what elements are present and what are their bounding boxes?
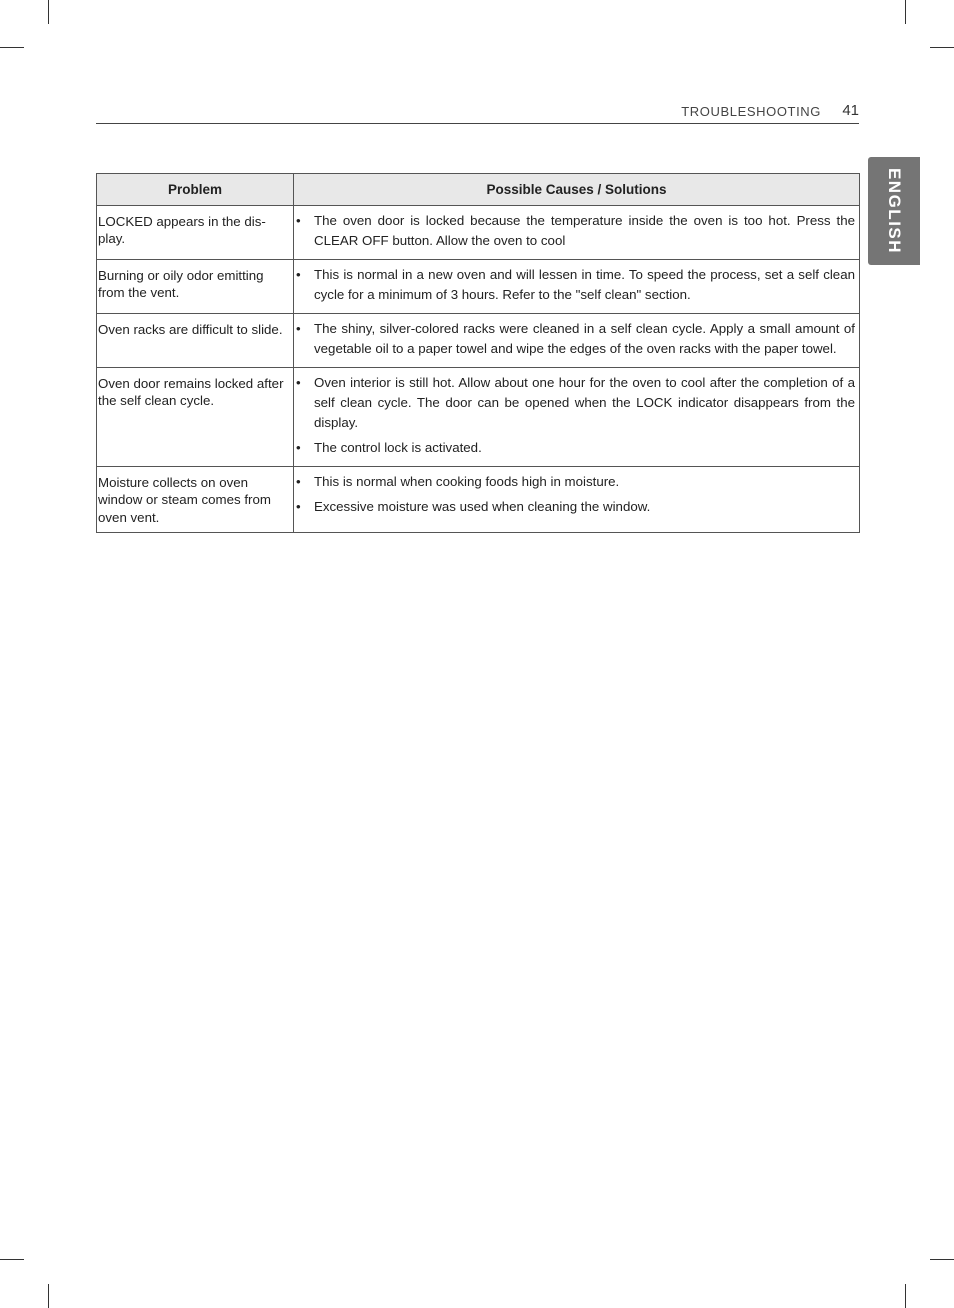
table-header-row [97,174,860,206]
bullet: • [296,499,301,514]
problem-cell: Oven racks are difficult to slide. [97,314,294,368]
language-tab-label: ENGLISH [885,167,904,255]
cause-item [295,211,857,251]
cause-item [295,265,857,305]
crop-mark [48,1284,49,1308]
crop-mark [930,1259,954,1260]
cause-item [295,472,857,492]
table-row [97,368,860,467]
table-row [97,467,860,533]
cause-text: This is normal in a new oven and will lessen in time. To speed the process, set a self clean cycle for a minimum of 3 hours. Refer to the "self clean" section. [314,267,855,302]
problem-cell: Moisture collects on oven window or steam comes from oven vent. [97,467,294,533]
causes-cell [294,206,860,260]
table-row [97,206,860,260]
cause-text: This is normal when cooking foods high in moisture. [314,474,620,489]
bullet: • [296,321,301,336]
bullet: • [296,474,301,489]
column-header-causes: Possible Causes / Solutions [294,174,860,206]
cause-text: The shiny, silver-colored racks were cleaned in a self clean cycle. Apply a small amount of vegetable oil to a paper towel and wipe the edges of the oven racks with the paper towel. [314,321,855,356]
language-tab [868,157,920,265]
crop-mark [0,1259,24,1260]
crop-mark [905,0,906,24]
page-number: 41 [842,102,859,119]
troubleshooting-table [96,173,860,533]
crop-mark [48,0,49,24]
column-header-problem: Problem [97,174,294,206]
cause-item [295,497,857,517]
table-row [97,314,860,368]
causes-cell [294,260,860,314]
bullet: • [296,267,301,282]
crop-mark [930,47,954,48]
problem-cell: Oven door remains locked after the self clean cycle. [97,368,294,467]
causes-cell [294,314,860,368]
bullet: • [296,213,301,228]
running-header [96,100,859,124]
cause-item [295,319,857,359]
cause-item [295,373,857,433]
causes-cell [294,467,860,533]
causes-cell [294,368,860,467]
cause-text: The oven door is locked because the temperature inside the oven is too hot. Press the CLEAR OFF button. Allow the oven to cool [314,213,855,248]
section-label: TROUBLESHOOTING [681,104,821,119]
problem-cell: LOCKED appears in the dis- play. [97,206,294,260]
crop-mark [905,1284,906,1308]
cause-text: The control lock is activated. [314,440,482,455]
bullet: • [296,375,301,390]
problem-cell: Burning or oily odor emitting from the vent. [97,260,294,314]
crop-mark [0,47,24,48]
bullet: • [296,440,301,455]
cause-text: Excessive moisture was used when cleaning the window. [314,499,651,514]
table-row [97,260,860,314]
cause-text: Oven interior is still hot. Allow about one hour for the oven to cool after the completion of a self clean cycle. The door can be opened when the LOCK indicator disappears from the display. [314,375,855,430]
cause-item [295,438,857,458]
